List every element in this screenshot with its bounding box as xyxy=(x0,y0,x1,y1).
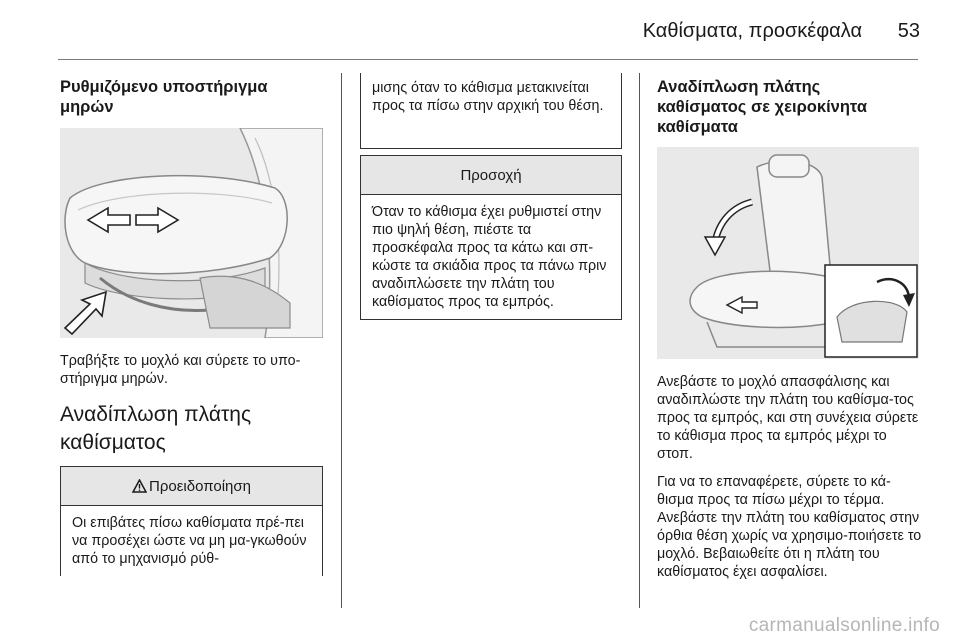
manual-seat-fold-heading: Αναδίπλωση πλάτης καθίσματος σε χειροκίνητα καθίσματα xyxy=(657,78,867,136)
caution-box xyxy=(360,155,622,320)
thigh-support-heading: Ρυθμιζόμενο υποστήριγμα μηρών xyxy=(60,78,268,116)
column-divider xyxy=(639,73,640,608)
header-rule xyxy=(58,59,918,60)
warning-box xyxy=(60,466,323,576)
caution-text: Όταν το κάθισμα έχει ρυθμιστεί στην πιο ψηλή θέση, πιέστε τα προσκέφαλα προς τα κάτω και σπ-κώστε τα σκιάδια προς τα πάνω πριν αναδιπλώσετε την πλάτη του καθίσματος προς τα εμπρός. xyxy=(372,204,607,310)
thigh-support-caption: Τραβήξτε το μοχλό και σύρετε το υπο-στήριγμα μηρών. xyxy=(60,353,301,387)
warning-continued-text: μισης όταν το κάθισμα μετακινείται προς τα πίσω στην αρχική του θέση. xyxy=(372,80,604,114)
caution-box-header xyxy=(361,156,621,195)
restore-instructions-text: Για να το επαναφέρετε, σύρετε το κά-θισμα προς τα πίσω μέχρι το τέρμα. Ανεβάστε την πλάτη του καθίσματος στην όρθια θέση χωρίς να χρησιμο-ποιήσετε το μοχλό. Βεβαιωθείτε ότι η πλάτη του καθίσματος έχει ασφαλίσει. xyxy=(657,474,922,580)
page-number: 53 xyxy=(897,20,920,42)
warning-box-header xyxy=(61,467,322,506)
thigh-support-figure xyxy=(60,128,323,338)
watermark: carmanualsonline.info xyxy=(748,615,940,636)
warning-triangle-icon xyxy=(132,479,147,493)
fold-instructions-text: Ανεβάστε το μοχλό απασφάλισης και αναδιπλώστε την πλάτη του καθίσμα-τος προς τα εμπρός, και στη συνέχεια σύρετε το κάθισμα προς τα εμπρός μέχρι το στοπ. xyxy=(657,374,919,462)
header-title: Καθίσματα, προσκέφαλα xyxy=(642,20,862,42)
warning-text: Οι επιβάτες πίσω καθίσματα πρέ-πει να προσέχει ώστε να μη μα-γκωθούν από το μηχανισμό ρύθ- xyxy=(72,515,307,567)
seat-cushion-illustration xyxy=(60,128,323,338)
backrest-fold-heading: Αναδίπλωση πλάτης καθίσματος xyxy=(60,403,252,454)
warning-title: Προειδοποίηση xyxy=(149,477,251,495)
warning-continuation-box xyxy=(360,73,622,149)
caution-title: Προσοχή xyxy=(460,166,522,184)
manual-seat-fold-figure xyxy=(657,147,919,359)
fold-instructions-paragraph xyxy=(657,373,922,581)
manual-seat-illustration xyxy=(657,147,919,359)
column-divider xyxy=(341,73,342,608)
